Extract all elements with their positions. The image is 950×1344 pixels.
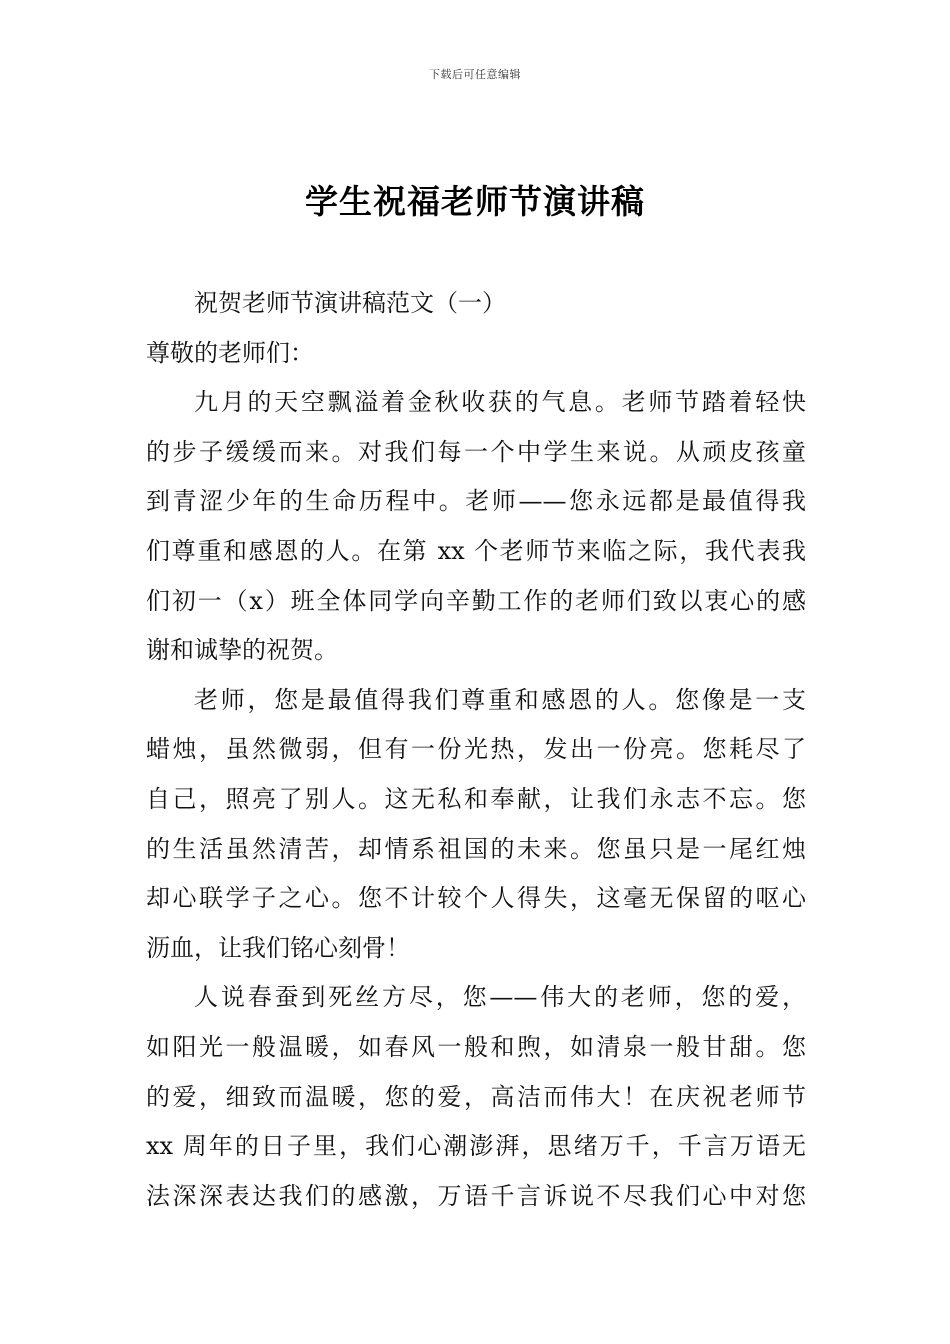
paragraph-line: 的爱，细致而温暖，您的爱，高洁而伟大！在庆祝老师节 bbox=[146, 1082, 806, 1111]
paragraph-line: 谢和诚挚的祝贺。 bbox=[146, 636, 338, 665]
document-body bbox=[146, 279, 806, 1221]
header-note: 下载后可任意编辑 bbox=[429, 68, 521, 81]
paragraph-line: 蜡烛，虽然微弱，但有一份光热，发出一份亮。您耗尽了 bbox=[146, 735, 806, 764]
paragraph-line: 却心联学子之心。您不计较个人得失，这毫无保留的呕心 bbox=[146, 884, 806, 913]
paragraph-line: 的步子缓缓而来。对我们每一个中学生来说。从顽皮孩童 bbox=[146, 437, 806, 466]
paragraph-line: 沥血，让我们铭心刻骨！ bbox=[146, 933, 410, 962]
paragraph-line: 老师，您是最值得我们尊重和感恩的人。您像是一支 bbox=[194, 685, 806, 714]
paragraph-line: xx 周年的日子里，我们心潮澎湃，思绪万千，千言万语无 bbox=[146, 1132, 806, 1161]
paragraph-line: 的生活虽然清苦，却情系祖国的未来。您虽只是一尾红烛 bbox=[146, 834, 806, 863]
document-title: 学生祝福老师节演讲稿 bbox=[305, 182, 645, 221]
paragraph-line: 法深深表达我们的感激，万语千言诉说不尽我们心中对您 bbox=[146, 1181, 806, 1210]
paragraph-line: 们初一（x）班全体同学向辛勤工作的老师们致以衷心的感 bbox=[146, 586, 806, 615]
paragraph-line: 们尊重和感恩的人。在第 xx 个老师节来临之际，我代表我 bbox=[146, 536, 806, 565]
paragraph-line: 自己，照亮了别人。这无私和奉献，让我们永志不忘。您 bbox=[146, 784, 806, 813]
salutation: 尊敬的老师们： bbox=[146, 338, 314, 367]
paragraph-line: 人说春蚕到死丝方尽，您——伟大的老师，您的爱， bbox=[194, 983, 806, 1012]
paragraph-line: 九月的天空飘溢着金秋收获的气息。老师节踏着轻快 bbox=[194, 388, 806, 417]
paragraph-line: 到青涩少年的生命历程中。老师——您永远都是最值得我 bbox=[146, 487, 806, 516]
section-subtitle: 祝贺老师节演讲稿范文（一） bbox=[194, 289, 506, 317]
paragraph-line: 如阳光一般温暖，如春风一般和煦，如清泉一般甘甜。您 bbox=[146, 1032, 806, 1061]
